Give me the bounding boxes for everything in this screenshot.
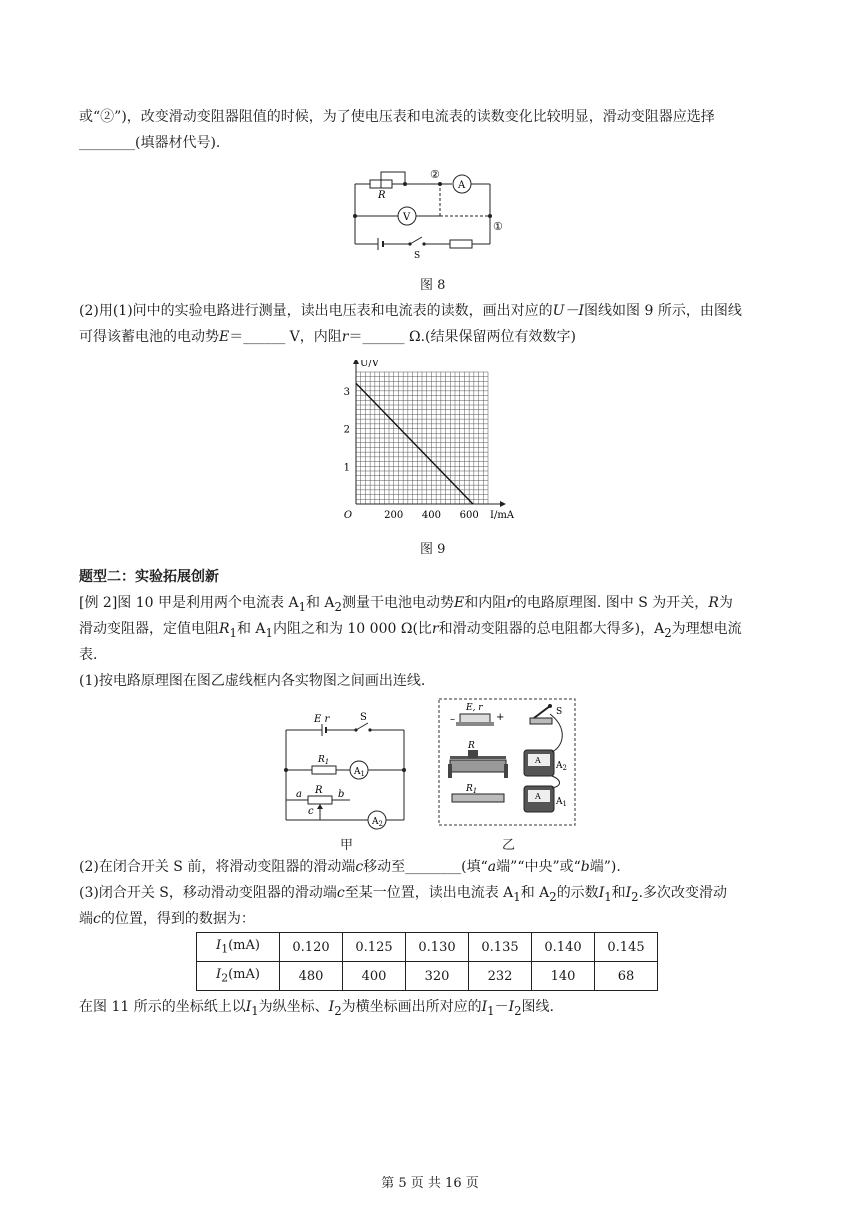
label-A1: $A_1$	[556, 797, 567, 808]
figure-10-schematic	[280, 708, 416, 832]
q2b-a: a	[487, 859, 497, 875]
section-title: 题型二：实验拓展创新	[79, 569, 219, 585]
table-cell: 0.145	[595, 933, 658, 962]
paragraph-intro-line1	[79, 104, 783, 130]
x-axis-label: I/mA	[490, 510, 515, 520]
label-S: S	[360, 712, 367, 723]
rheostat-R	[308, 796, 332, 804]
ex2-text-a: 滑动变阻器，定值电阻	[79, 621, 219, 637]
ex-r: r	[506, 595, 513, 611]
label-switch-S: S	[556, 707, 563, 717]
y-tick-label: 2	[343, 424, 350, 436]
label-a: a	[296, 789, 302, 800]
q2b-text-b: 移动至________(填“	[363, 859, 488, 875]
q2b-b: b	[580, 859, 590, 875]
q3-I2: I	[625, 885, 632, 901]
final-text-b: 为纵坐标、	[258, 999, 329, 1015]
table-cell: 400	[343, 962, 406, 991]
q3-text-h: 端	[79, 911, 93, 927]
q2-text-a: (2)用(1)问中的实验电路进行测量，读出电压表和电流表的读数，画出对应的	[79, 303, 553, 319]
sub-2: 2	[631, 889, 639, 904]
figure-10-right-caption: 乙	[502, 838, 516, 853]
ex-text-f: 为	[718, 595, 733, 611]
label-Er: E, r	[466, 703, 483, 713]
table-cell: 0.140	[532, 933, 595, 962]
x-tick-label: 600	[459, 510, 479, 520]
q3-text-a: (3)闭合开关 S，移动滑动变阻器的滑动端	[79, 885, 337, 901]
sub-2: 2	[549, 889, 557, 904]
question-1: (1)按电路原理图在图乙虚线框内各实物图之间画出连线.	[79, 673, 426, 689]
y-axis-arrow	[353, 360, 359, 364]
q2b-text-d: 端”“中央”或“	[496, 859, 581, 875]
rheostat-icon	[448, 750, 508, 778]
q3-text-d: 和 A	[520, 885, 550, 901]
label-V: V	[403, 212, 411, 223]
page-footer: 第 5 页 共 16 页	[381, 1176, 479, 1191]
fixed-resistor	[450, 240, 472, 248]
figure-10-real-apparatus	[438, 698, 576, 826]
y-tick-label: 1	[343, 462, 350, 474]
ammeter-A2-icon	[524, 750, 554, 776]
q2-text-c: 图线如图 9 所示，由图线	[584, 303, 742, 319]
label-A2: $A_2$	[372, 817, 383, 828]
question-2b	[79, 854, 783, 880]
data-table	[196, 932, 658, 991]
figure-10-left-caption: 甲	[340, 838, 354, 853]
intro-text: 或“②”)，改变滑动变阻器阻值的时候，为了使电压表和电流表的读数变化比较明显，滑动变阻器应选择	[79, 109, 715, 125]
q2-E: E	[219, 329, 230, 345]
label-b: b	[338, 789, 345, 800]
origin-label: O	[343, 510, 353, 520]
label-node-1: ①	[493, 220, 503, 233]
ex-text-d: 和内阻	[464, 595, 507, 611]
sub-1: 1	[265, 625, 273, 640]
x-tick-label: 400	[421, 510, 441, 520]
sub-1: 1	[604, 889, 612, 904]
ammeter-A1-icon	[524, 786, 554, 812]
ex2-text-e: 为理想电流	[671, 621, 742, 637]
q3-text-e: 的示数	[556, 885, 599, 901]
ex2-text-b: 和 A	[236, 621, 266, 637]
ex2-text-d: 和滑动变阻器的总电阻都大得多)，A	[438, 621, 665, 637]
label-E-r: E r	[314, 714, 330, 725]
ex-R: R	[708, 595, 719, 611]
final-text-a: 在图 11 所示的坐标纸上以	[79, 999, 246, 1015]
figure-8-caption: 图 8	[420, 278, 446, 293]
q2-text-f: ＝______ Ω.(结果保留两位有效数字)	[348, 329, 576, 345]
final-text-d: －	[494, 999, 509, 1015]
example-2-line3: 表.	[79, 647, 98, 663]
q2-ui: U－I	[552, 303, 585, 319]
table-row	[197, 962, 658, 991]
label-A2: $A_2$	[556, 761, 567, 772]
sub-1: 1	[251, 1003, 259, 1018]
r1-resistor	[312, 766, 336, 774]
final-I2: I	[328, 999, 335, 1015]
q3-I1: I	[598, 885, 605, 901]
question-2-line1	[79, 298, 783, 324]
table-cell: 232	[469, 962, 532, 991]
question-2-line2	[79, 324, 783, 350]
ex2-text-c: 内阻之和为 10 000 Ω(比	[272, 621, 432, 637]
q2-text-e: ＝______ V，内阻	[229, 329, 342, 345]
table-cell: 0.135	[469, 933, 532, 962]
intro-text-2: (填器材代号).	[135, 135, 221, 151]
paragraph-intro-line2	[79, 130, 783, 156]
svg-text:A: A	[535, 756, 541, 765]
table-cell: 320	[406, 962, 469, 991]
q2b-text-e: 端”).	[589, 859, 621, 875]
row-header: $I_1(mA)$	[197, 933, 280, 962]
ex-text-e: 的电路原理图. 图中 S 为开关，	[512, 595, 709, 611]
label-R1: $R_1$	[318, 755, 330, 766]
final-I1b: I	[481, 999, 488, 1015]
label-resistor-R1: $R_1$	[466, 784, 478, 795]
final-I1: I	[245, 999, 252, 1015]
sub-1: 1	[487, 1003, 495, 1018]
svg-text:+: +	[496, 712, 505, 723]
q3-text-b: 至某一位置，读出电流表 A	[344, 885, 514, 901]
label-R: R	[315, 785, 323, 796]
sub-2: 2	[664, 625, 672, 640]
final-I2b: I	[508, 999, 515, 1015]
label-A: A	[458, 180, 466, 191]
q3-c: c	[336, 885, 345, 901]
ex-text-b: 和 A	[305, 595, 335, 611]
label-c: c	[308, 806, 314, 817]
sub-2: 2	[514, 1003, 522, 1018]
sub-1: 1	[229, 625, 237, 640]
table-cell: 0.125	[343, 933, 406, 962]
q3-text-g: .多次改变滑动	[638, 885, 728, 901]
final-instruction	[79, 994, 783, 1024]
table-cell: 68	[595, 962, 658, 991]
label-node-2: ②	[430, 168, 440, 181]
figure-9-caption: 图 9	[420, 542, 446, 557]
figure-8-circuit	[350, 164, 510, 260]
q3-text-f: 和	[611, 885, 626, 901]
table-cell: 140	[532, 962, 595, 991]
label-rheostat-R: R	[468, 741, 475, 751]
table-cell: 0.120	[280, 933, 343, 962]
sub-1: 1	[513, 889, 521, 904]
table-cell: 0.130	[406, 933, 469, 962]
row-header: $I_2(mA)$	[197, 962, 280, 991]
ex-text-c: 测量干电池电动势	[341, 595, 454, 611]
final-text-c: 为横坐标画出所对应的	[341, 999, 482, 1015]
r1-resistor-icon	[452, 794, 504, 802]
figure-9-chart	[330, 360, 530, 520]
x-axis-arrow	[500, 501, 506, 507]
table-cell: 480	[280, 962, 343, 991]
sub-2: 2	[334, 1003, 342, 1018]
table-row	[197, 933, 658, 962]
label-R: R	[378, 190, 386, 201]
final-text-e: 图线.	[521, 999, 554, 1015]
y-tick-label: 3	[343, 386, 350, 398]
q3-c2: c	[93, 911, 101, 927]
svg-text:A: A	[535, 792, 541, 801]
ex2-r: r	[431, 621, 439, 637]
sub-1: 1	[298, 599, 306, 614]
q2-r: r	[341, 329, 349, 345]
q2b-c: c	[355, 859, 364, 875]
ex2-R: R	[219, 621, 230, 637]
question-3-line2	[79, 906, 783, 932]
sub-2: 2	[334, 599, 342, 614]
answer-blank: ________	[79, 135, 135, 151]
ex-E: E	[453, 595, 465, 611]
q2b-text-a: (2)在闭合开关 S 前，将滑动变阻器的滑动端	[79, 859, 356, 875]
label-A1: $A_1$	[354, 767, 365, 778]
label-S: S	[414, 251, 421, 260]
x-tick-label: 200	[384, 510, 404, 520]
q2-text-d: 可得该蓄电池的电动势	[79, 329, 219, 345]
q3-text-i: 的位置，得到的数据为：	[100, 911, 255, 927]
ex-text-a: [例 2]图 10 甲是利用两个电流表 A	[79, 595, 299, 611]
switch-icon	[530, 704, 552, 724]
series-line	[356, 383, 473, 504]
y-axis-label: U/V	[360, 360, 380, 369]
svg-text:–: –	[450, 714, 455, 725]
